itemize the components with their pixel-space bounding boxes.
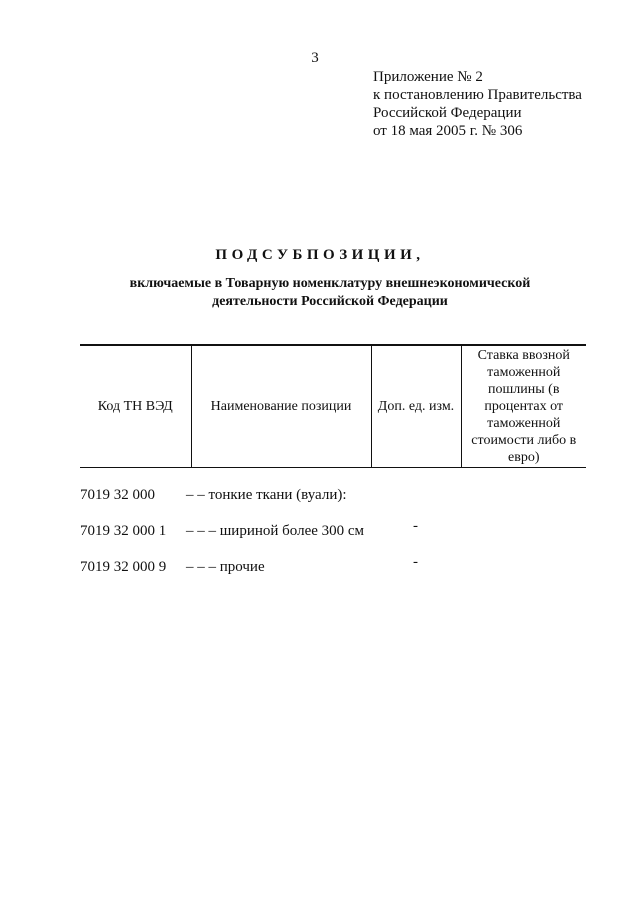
appendix-line: к постановлению Правительства bbox=[373, 87, 582, 103]
row-name: – – – шириной более 300 см bbox=[186, 523, 365, 539]
row-code: 7019 32 000 9 bbox=[80, 559, 167, 575]
document-title: ПОДСУБПОЗИЦИИ, bbox=[215, 247, 425, 263]
row-rate: - bbox=[413, 518, 418, 534]
table-row bbox=[80, 478, 600, 514]
row-name: – – тонкие ткани (вуали): bbox=[186, 487, 347, 503]
table-body bbox=[80, 478, 600, 586]
header-name: Наименование позиции bbox=[191, 345, 371, 468]
row-code: 7019 32 000 1 bbox=[80, 523, 167, 539]
table-header-block bbox=[80, 344, 586, 468]
subtitle-line: включаемые в Товарную номенклатуру внешнеэкономической bbox=[129, 276, 531, 291]
row-name: – – – прочие bbox=[186, 559, 265, 575]
subtitle-line: деятельности Российской Федерации bbox=[212, 294, 448, 309]
table-row bbox=[80, 514, 600, 550]
header-table bbox=[80, 344, 586, 468]
row-code: 7019 32 000 bbox=[80, 487, 155, 503]
header-row bbox=[80, 345, 586, 468]
appendix-reference bbox=[373, 68, 582, 140]
table-row bbox=[80, 550, 600, 586]
document-subtitle bbox=[60, 275, 600, 311]
page-number: 3 bbox=[311, 50, 319, 66]
row-rate: - bbox=[413, 554, 418, 570]
appendix-line: от 18 мая 2005 г. № 306 bbox=[373, 123, 523, 139]
appendix-line: Приложение № 2 bbox=[373, 69, 483, 85]
header-code: Код ТН ВЭД bbox=[80, 345, 191, 468]
header-rate: Ставка ввозной таможенной пошлины (в процентах от таможенной стоимости либо в евро) bbox=[461, 345, 586, 468]
header-unit: Доп. ед. изм. bbox=[371, 345, 461, 468]
appendix-line: Российской Федерации bbox=[373, 105, 522, 121]
